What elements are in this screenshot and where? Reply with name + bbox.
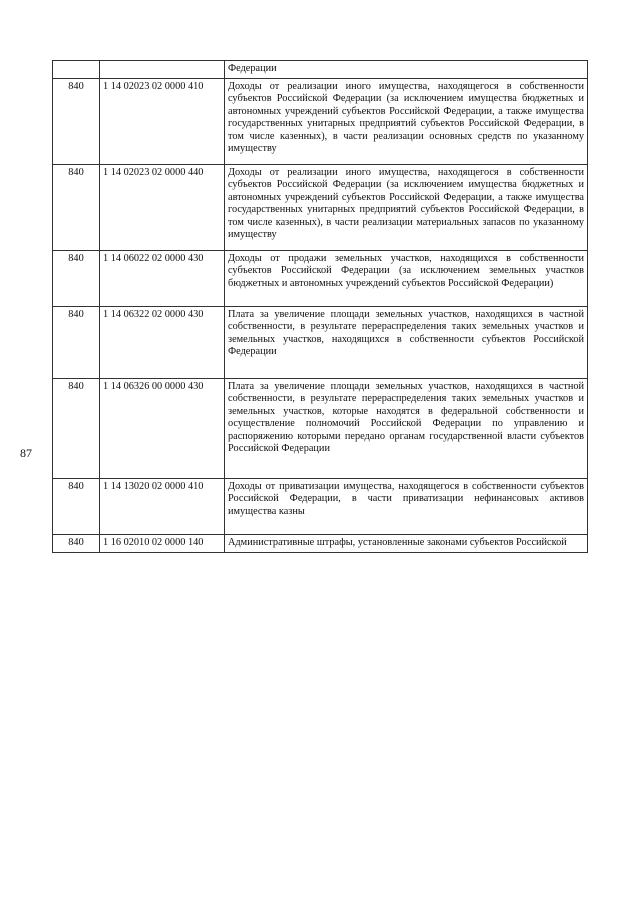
page-number: 87 <box>20 446 32 460</box>
admin-code-cell: 840 <box>53 379 100 479</box>
kbk-code-cell: 1 14 13020 02 0000 410 <box>100 479 225 535</box>
admin-code-cell: 840 <box>53 165 100 251</box>
admin-code-cell <box>53 61 100 79</box>
revenue-name-cell: Плата за увеличение площади земельных участков, находящихся в частной собственности, в результате перераспределения таких земельных участков и земельных участков, которые находятся в федеральной собственности и осуществление полномочий Российской Федерации по управлению и распоряжению которыми передано органам государственной власти субъектов Российской Федерации <box>225 379 588 479</box>
revenue-name-cell: Доходы от приватизации имущества, находящегося в собственности субъектов Российской Федерации, в части приватизации нефинансовых активов имущества казны <box>225 479 588 535</box>
table-row <box>53 307 588 379</box>
revenue-classification-table <box>52 60 588 553</box>
kbk-code-cell: 1 14 06322 02 0000 430 <box>100 307 225 379</box>
admin-code-cell: 840 <box>53 79 100 165</box>
table-row <box>53 535 588 553</box>
kbk-code-cell: 1 14 02023 02 0000 440 <box>100 165 225 251</box>
admin-code-cell: 840 <box>53 479 100 535</box>
kbk-code-cell <box>100 61 225 79</box>
table-row <box>53 79 588 165</box>
admin-code-cell: 840 <box>53 251 100 307</box>
admin-code-cell: 840 <box>53 307 100 379</box>
revenue-name-cell: Доходы от реализации иного имущества, находящегося в собственности субъектов Российской Федерации (за исключением имущества бюджетных и автономных учреждений субъектов Российской Федерации, а также имущества государственных унитарных предприятий субъектов Российской Федерации, в том числе казенных), в части реализации основных средств по указанному имуществу <box>225 79 588 165</box>
revenue-name-cell: Доходы от продажи земельных участков, находящихся в собственности субъектов Российской Федерации (за исключением земельных участков бюджетных и автономных учреждений субъектов Российской Федерации) <box>225 251 588 307</box>
kbk-code-cell: 1 14 02023 02 0000 410 <box>100 79 225 165</box>
table-row <box>53 479 588 535</box>
revenue-name-cell: Административные штрафы, установленные законами субъектов Российской <box>225 535 588 553</box>
revenue-name-cell: Доходы от реализации иного имущества, находящегося в собственности субъектов Российской Федерации (за исключением имущества бюджетных и автономных учреждений субъектов Российской Федерации, а также имущества государственных унитарных предприятий субъектов Российской Федерации, в том числе казенных), в части реализации материальных запасов по указанному имуществу <box>225 165 588 251</box>
table-row <box>53 379 588 479</box>
revenue-name-cell: Федерации <box>225 61 588 79</box>
revenue-name-cell: Плата за увеличение площади земельных участков, находящихся в частной собственности, в результате перераспределения таких земельных участков и земельных участков, находящихся в собственности субъектов Российской Федерации <box>225 307 588 379</box>
kbk-code-cell: 1 14 06326 00 0000 430 <box>100 379 225 479</box>
table-row <box>53 251 588 307</box>
table-row <box>53 165 588 251</box>
kbk-code-cell: 1 16 02010 02 0000 140 <box>100 535 225 553</box>
kbk-code-cell: 1 14 06022 02 0000 430 <box>100 251 225 307</box>
table-row <box>53 61 588 79</box>
admin-code-cell: 840 <box>53 535 100 553</box>
